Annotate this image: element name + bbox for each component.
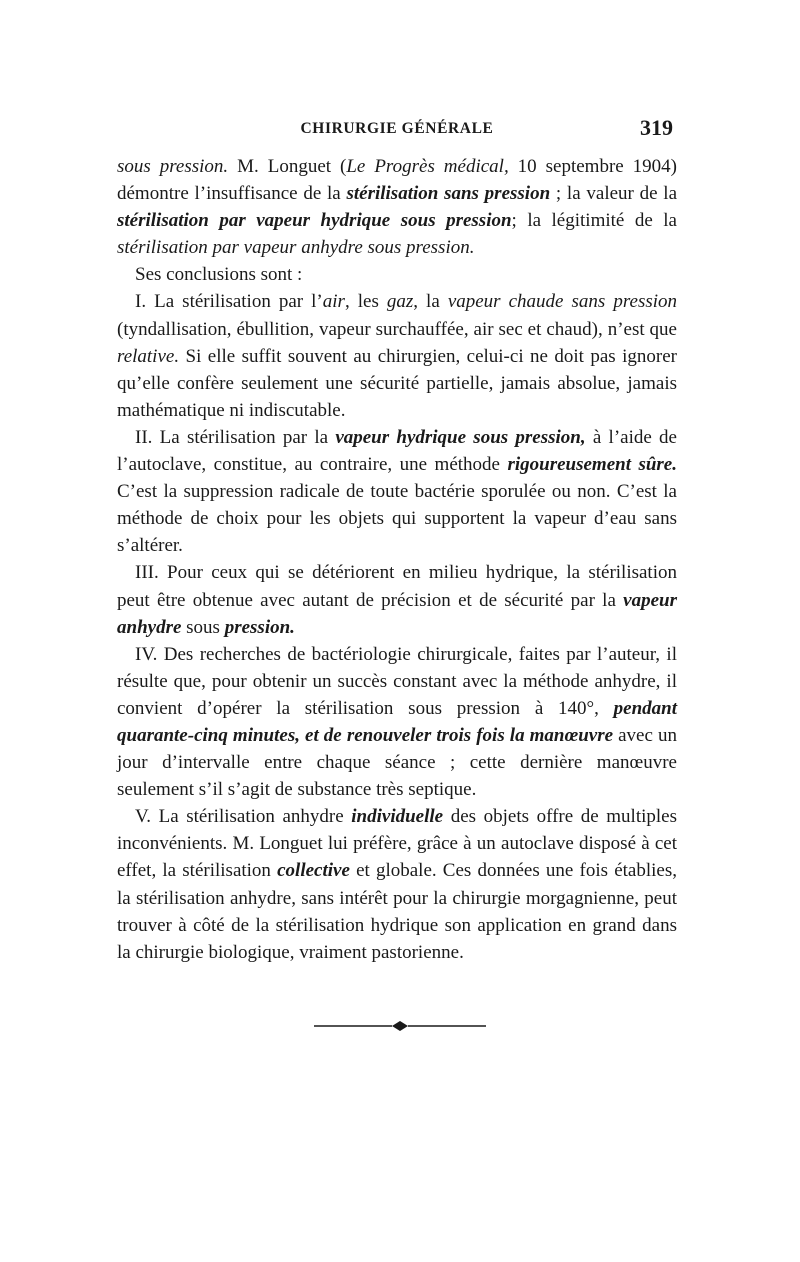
- text-run: avec un jour d’intervalle entre chaque séance ; cette dernière manœuvre seulement s’il s’agit de substance très septique.: [117, 724, 677, 801]
- text-run: gaz: [386, 291, 414, 313]
- text-run: vapeur hydrique sous pression,: [335, 426, 586, 448]
- paragraph-conclusions: [117, 261, 677, 288]
- text-run: I. La stérilisation par l’: [135, 291, 323, 313]
- text-run: pression.: [224, 616, 295, 638]
- text-run: III. Pour ceux qui se détériorent en milieu hydrique, la stérilisation peut être obtenue avec autant de précision et de sécurité par la: [117, 562, 677, 611]
- text-run: vapeur anhydre: [117, 589, 677, 638]
- text-run: ; la valeur de la: [550, 183, 677, 205]
- text-run: stérilisation sans pression: [346, 183, 551, 205]
- text-run: ; la légitimité de la: [511, 210, 677, 232]
- text-run: Le Progrès médical,: [346, 156, 509, 177]
- paragraph-intro: [117, 153, 677, 261]
- section-end-ornament: [312, 1020, 488, 1032]
- text-run: Si elle suffit souvent au chirurgien, celui-ci ne doit pas ignorer qu’elle confère seulement une sécurité partielle, jamais absolue, jamais mathématique ni indiscutable.: [117, 345, 677, 421]
- paragraph-conclusion-3: [117, 559, 677, 640]
- text-run: sous: [181, 616, 225, 638]
- running-head: [117, 116, 677, 142]
- text-run: IV. Des recherches de bactériologie chirurgicale, faites par l’auteur, il résulte que, pour obtenir un succès constant avec la méthode anhydre, il convient d’opérer la stérilisation sous pression à 140°,: [117, 643, 677, 719]
- paragraph-conclusion-2: [117, 424, 677, 559]
- text-run: air: [322, 291, 345, 313]
- paragraph-conclusion-4: [117, 641, 677, 804]
- text-run: V. La stérilisation anhydre: [135, 806, 352, 828]
- text-run: des objets offre de multiples inconvénients. M. Longuet lui préfère, grâce à un autoclave disposé à cet effet, la stérilisation: [117, 806, 677, 882]
- paragraph-conclusion-1: [117, 288, 677, 423]
- text-run: , les: [344, 291, 387, 313]
- text-run: stérilisation par vapeur anhydre sous pression.: [117, 237, 475, 259]
- text-run: , la: [413, 291, 448, 313]
- text-run: 10 septembre 1904) démontre l’insuffisance de la: [117, 156, 677, 205]
- paragraph-conclusion-5: [117, 803, 677, 966]
- text-run: collective: [277, 860, 350, 882]
- text-run: II. La stérilisation par la: [135, 426, 336, 448]
- body-text: [117, 153, 677, 966]
- text-run: individuelle: [351, 806, 444, 828]
- text-run: à l’aide de l’autoclave, constitue, au contraire, une méthode: [117, 426, 677, 476]
- text-run: relative.: [117, 345, 180, 367]
- page-number: 319: [640, 115, 673, 140]
- text-run: (tyndallisation, ébullition, vapeur surchauffée, air sec et chaud), n’est que: [117, 318, 677, 340]
- text-run: sous pression.: [117, 156, 229, 177]
- running-title: CHIRURGIE GÉNÉRALE: [300, 120, 494, 137]
- text-run: pendant quarante-cinq minutes, et de renouveler trois fois la manœuvre: [117, 697, 677, 746]
- text-run: C’est la suppression radicale de toute bactérie sporulée ou non. C’est la méthode de choix pour les objets qui supportent la vapeur d’eau sans s’altérer.: [117, 481, 677, 557]
- text-run: Ses conclusions sont :: [135, 264, 303, 286]
- text-run: M. Longuet (: [228, 156, 347, 177]
- text-run: et globale. Ces données une fois établies, la stérilisation anhydre, sans intérêt pour la chirurgie morgagnienne, peut trouver à côté de la stérilisation hydrique son application en grand dans la chirurgie biologique, vraiment pastorienne.: [117, 860, 677, 963]
- text-run: stérilisation par vapeur hydrique sous pression: [117, 210, 512, 232]
- text-run: vapeur chaude sans pression: [447, 291, 678, 313]
- text-run: rigoureusement sûre.: [507, 454, 677, 476]
